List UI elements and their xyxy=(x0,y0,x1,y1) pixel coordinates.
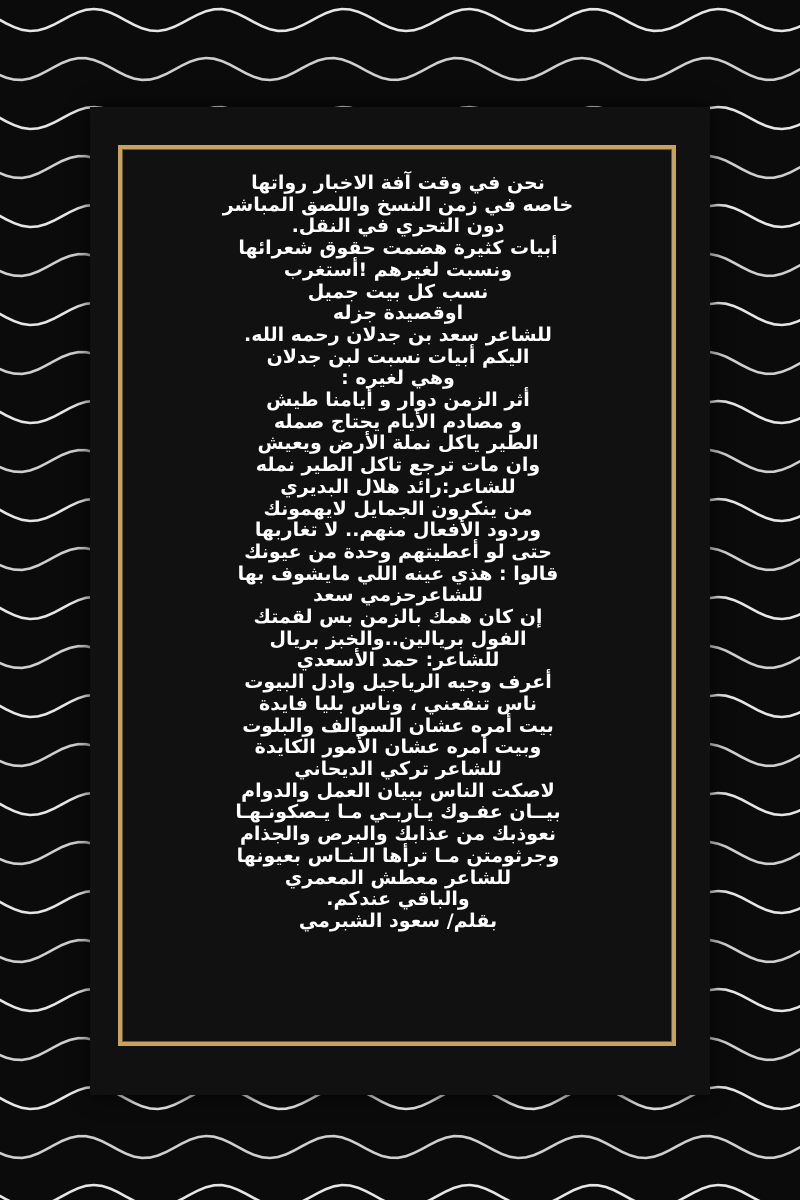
poem-line: وجرثومتن مـا ترأها الـنـاس بعيونها xyxy=(236,844,560,867)
poem-line: اليكم أبيات نسبت لبن جدلان xyxy=(266,345,530,368)
poem-line: للشاعر تركي الديحاني xyxy=(294,757,502,780)
poem-line: وردود الأفعال منهم.. لا تغاربها xyxy=(254,519,542,542)
poem-line: أبيات كثيرة هضمت حقوق شعرائها xyxy=(238,237,558,260)
poem-line: خاصه في زمن النسخ واللصق المباشر xyxy=(222,193,574,216)
poem-card xyxy=(90,107,710,1095)
poem-text xyxy=(138,173,658,1033)
poem-line: اوقصيدة جزله xyxy=(332,302,464,325)
poem-line: نحن في وقت آفة الاخبار رواتها xyxy=(251,172,545,194)
poem-line: الفول بريالين..والخبز بريال xyxy=(269,627,527,650)
poem-line: لاصكت الناس ببيان العمل والدوام xyxy=(241,779,555,802)
poem-line: ناس تنفعني ، وناس بليا فايدة xyxy=(258,692,538,715)
wave-line xyxy=(0,1185,800,1200)
poem-line: للشاعرحزمي سعد xyxy=(313,584,483,607)
poem-line: بيــان عفـوك يـاربـي مـا يـصكونـهـا xyxy=(235,801,561,824)
poem-line: أعرف وجيه الرياجيل وادل البيوت xyxy=(244,671,552,694)
poem-line: دون التحري في النقل. xyxy=(291,215,505,238)
poem-line: والباقي عندكم. xyxy=(326,888,470,911)
poem-line: حتى لو أعطيتهم وحدة من عيونك xyxy=(244,540,552,563)
poem-line: نسب كل بيت جميل xyxy=(307,280,489,303)
wave-line xyxy=(0,9,800,31)
poem-line: نعوذبك من عذابك والبرص والجذام xyxy=(239,823,557,846)
poem-line: وان مات ترجع تاكل الطير نمله xyxy=(255,454,541,477)
wave-line xyxy=(0,58,800,80)
poem-line: بيت أمره عشان السوالف والبلوت xyxy=(242,714,554,737)
poem-line: ونسبت لغيرهم !أستغرب xyxy=(283,258,513,281)
poem-line: الطير ياكل نملة الأرض ويعيش xyxy=(257,432,539,455)
poem-line: إن كان همك بالزمن بس لقمتك xyxy=(253,606,543,629)
poem-line: بقلم/ سعود الشبرمي xyxy=(298,909,498,932)
poem-line: أثر الزمن دوار و أيامنا طيش xyxy=(266,389,530,412)
poem-line: وبيت أمره عشان الأمور الكايدة xyxy=(254,736,542,759)
poem-line: وهي لغيره : xyxy=(341,367,455,390)
poem-line: للشاعر معطش المعمري xyxy=(284,866,512,889)
poem-line: قالوا : هذي عينه اللي مايشوف بها xyxy=(237,562,559,585)
poem-line: للشاعر:رائد هلال البديري xyxy=(280,475,516,498)
poem-line: من ينكرون الجمايل لايهمونك xyxy=(263,497,533,520)
wave-line xyxy=(0,1136,800,1158)
poem-line: للشاعر: حمد الأسعدي xyxy=(296,649,500,672)
poem-line: و مصادم الأيام يحتاج صمله xyxy=(273,410,523,433)
poem-line: للشاعر سعد بن جدلان رحمه الله. xyxy=(244,323,552,346)
